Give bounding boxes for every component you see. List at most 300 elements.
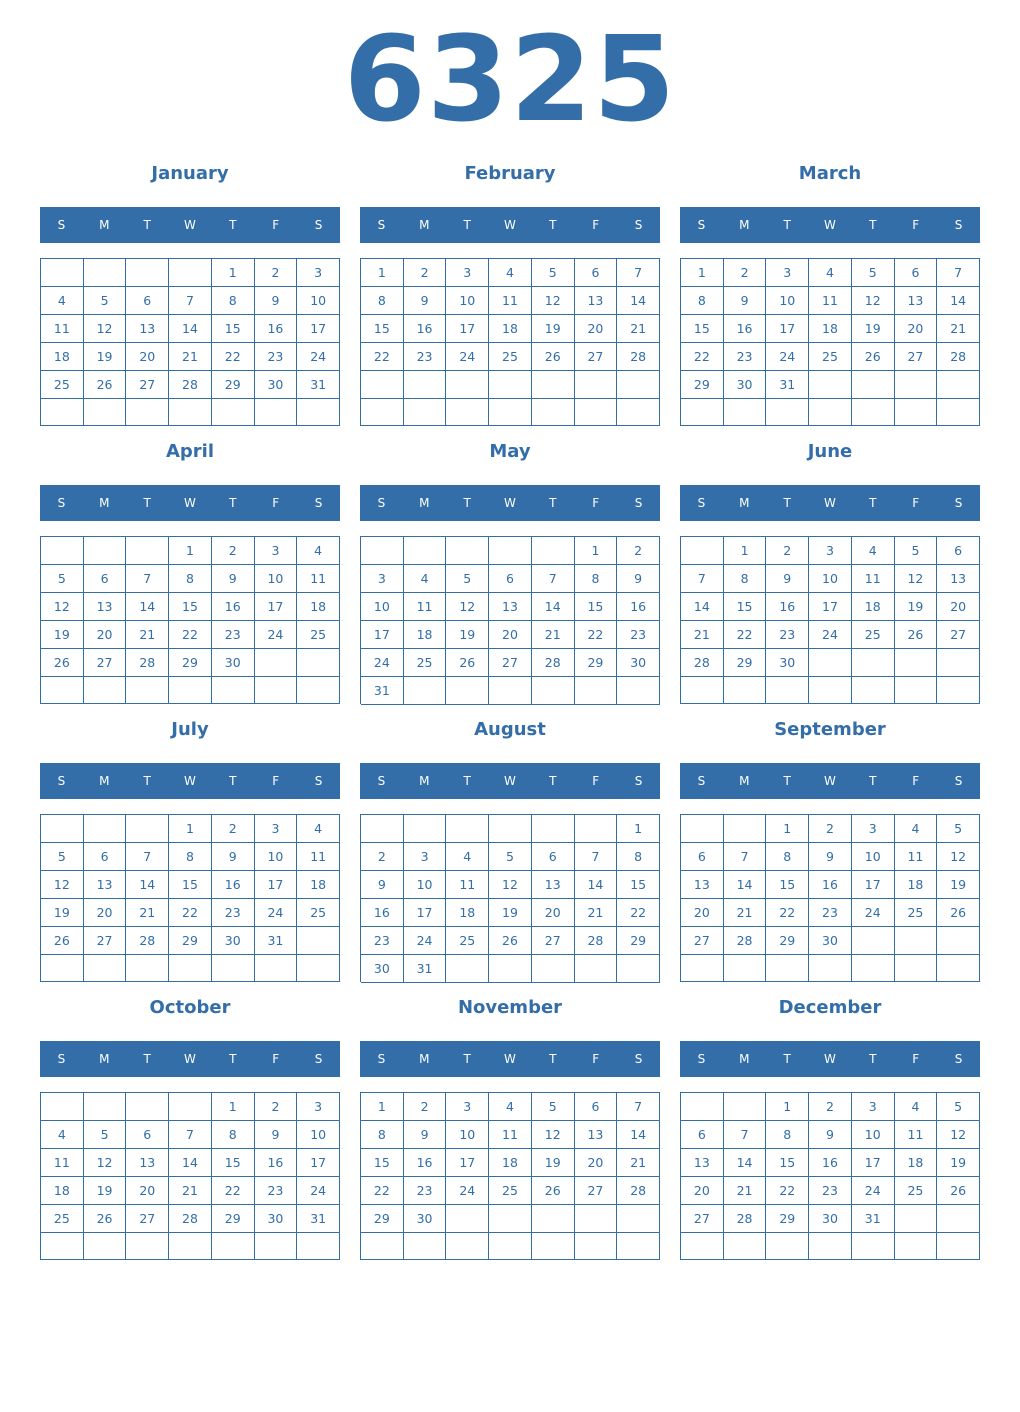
day-cell: 30 bbox=[404, 1205, 447, 1233]
day-cell: 16 bbox=[255, 1149, 298, 1177]
empty-cell bbox=[255, 677, 298, 704]
day-cell: 12 bbox=[937, 1121, 980, 1149]
day-cell: 5 bbox=[937, 1093, 980, 1121]
weekday-label: S bbox=[314, 774, 323, 788]
day-cell: 14 bbox=[169, 1149, 212, 1177]
day-cell: 4 bbox=[489, 1093, 532, 1121]
day-grid bbox=[680, 258, 980, 426]
day-cell: 15 bbox=[766, 1149, 809, 1177]
day-cell: 19 bbox=[489, 899, 532, 927]
empty-cell bbox=[41, 537, 84, 565]
day-cell: 22 bbox=[681, 343, 724, 371]
empty-cell bbox=[255, 399, 298, 426]
day-cell: 8 bbox=[724, 565, 767, 593]
day-cell: 16 bbox=[361, 899, 404, 927]
month-name: August bbox=[474, 719, 546, 740]
empty-cell bbox=[575, 815, 618, 843]
empty-cell bbox=[212, 955, 255, 982]
empty-cell bbox=[895, 677, 938, 704]
weekday-label: S bbox=[634, 496, 643, 510]
day-cell: 1 bbox=[766, 1093, 809, 1121]
empty-cell bbox=[126, 677, 169, 704]
weekday-label: T bbox=[463, 774, 471, 788]
weekday-label: M bbox=[419, 1052, 430, 1066]
empty-cell bbox=[84, 1233, 127, 1260]
day-cell: 14 bbox=[617, 1121, 660, 1149]
day-cell: 4 bbox=[895, 815, 938, 843]
day-cell: 5 bbox=[41, 843, 84, 871]
empty-cell bbox=[84, 537, 127, 565]
day-cell: 4 bbox=[41, 1121, 84, 1149]
weekday-label: F bbox=[272, 1052, 280, 1066]
empty-cell bbox=[809, 371, 852, 399]
weekday-label: F bbox=[272, 218, 280, 232]
empty-cell bbox=[766, 677, 809, 704]
day-cell: 7 bbox=[532, 565, 575, 593]
empty-cell bbox=[766, 1233, 809, 1260]
day-cell: 31 bbox=[297, 371, 340, 399]
day-cell: 9 bbox=[361, 871, 404, 899]
day-cell: 30 bbox=[255, 371, 298, 399]
weekday-header bbox=[40, 763, 340, 799]
day-cell: 14 bbox=[937, 287, 980, 315]
day-cell: 12 bbox=[852, 287, 895, 315]
day-cell: 10 bbox=[255, 565, 298, 593]
day-cell: 6 bbox=[84, 565, 127, 593]
day-cell: 27 bbox=[84, 927, 127, 955]
day-grid bbox=[360, 536, 660, 704]
weekday-label: W bbox=[824, 1052, 836, 1066]
day-cell: 9 bbox=[617, 565, 660, 593]
day-cell: 26 bbox=[852, 343, 895, 371]
day-cell: 18 bbox=[297, 593, 340, 621]
weekday-label: S bbox=[57, 496, 66, 510]
month-june bbox=[680, 434, 980, 704]
empty-cell bbox=[361, 815, 404, 843]
day-cell: 16 bbox=[404, 315, 447, 343]
weekday-label: T bbox=[143, 1052, 151, 1066]
empty-cell bbox=[84, 1093, 127, 1121]
empty-cell bbox=[297, 927, 340, 955]
day-cell: 18 bbox=[895, 871, 938, 899]
weekday-label: M bbox=[419, 774, 430, 788]
day-grid bbox=[40, 536, 340, 704]
day-cell: 14 bbox=[169, 315, 212, 343]
day-cell: 23 bbox=[809, 1177, 852, 1205]
empty-cell bbox=[489, 815, 532, 843]
weekday-label: W bbox=[504, 1052, 516, 1066]
day-cell: 9 bbox=[212, 843, 255, 871]
day-cell: 17 bbox=[255, 871, 298, 899]
weekday-label: S bbox=[57, 1052, 66, 1066]
day-cell: 28 bbox=[575, 927, 618, 955]
day-cell: 17 bbox=[852, 1149, 895, 1177]
weekday-label: M bbox=[739, 496, 750, 510]
day-cell: 12 bbox=[84, 315, 127, 343]
weekday-header bbox=[40, 207, 340, 243]
day-cell: 16 bbox=[255, 315, 298, 343]
empty-cell bbox=[404, 399, 447, 427]
weekday-header bbox=[360, 763, 660, 799]
day-cell: 23 bbox=[724, 343, 767, 371]
weekday-label: S bbox=[57, 218, 66, 232]
day-cell: 27 bbox=[681, 1205, 724, 1233]
day-cell: 20 bbox=[681, 899, 724, 927]
weekday-label: W bbox=[184, 218, 196, 232]
day-cell: 15 bbox=[617, 871, 660, 899]
weekday-label: S bbox=[377, 218, 386, 232]
empty-cell bbox=[895, 649, 938, 677]
day-cell: 19 bbox=[84, 343, 127, 371]
empty-cell bbox=[852, 1233, 895, 1260]
day-cell: 25 bbox=[297, 899, 340, 927]
day-cell: 19 bbox=[852, 315, 895, 343]
day-cell: 28 bbox=[126, 649, 169, 677]
day-cell: 15 bbox=[575, 593, 618, 621]
day-cell: 30 bbox=[766, 649, 809, 677]
day-cell: 16 bbox=[766, 593, 809, 621]
empty-cell bbox=[41, 259, 84, 287]
day-cell: 20 bbox=[532, 899, 575, 927]
weekday-label: T bbox=[143, 496, 151, 510]
day-cell: 9 bbox=[212, 565, 255, 593]
weekday-label: M bbox=[99, 496, 110, 510]
day-cell: 27 bbox=[126, 371, 169, 399]
day-cell: 14 bbox=[724, 871, 767, 899]
empty-cell bbox=[446, 1205, 489, 1233]
empty-cell bbox=[852, 371, 895, 399]
empty-cell bbox=[169, 1093, 212, 1121]
day-cell: 8 bbox=[766, 843, 809, 871]
month-name: June bbox=[807, 441, 853, 462]
day-cell: 29 bbox=[575, 649, 618, 677]
day-cell: 25 bbox=[852, 621, 895, 649]
day-cell: 13 bbox=[895, 287, 938, 315]
weekday-label: F bbox=[592, 1052, 600, 1066]
empty-cell bbox=[937, 371, 980, 399]
empty-cell bbox=[724, 677, 767, 704]
weekday-label: W bbox=[504, 496, 516, 510]
day-cell: 24 bbox=[404, 927, 447, 955]
empty-cell bbox=[532, 371, 575, 399]
day-cell: 18 bbox=[852, 593, 895, 621]
day-cell: 30 bbox=[212, 649, 255, 677]
empty-cell bbox=[895, 1205, 938, 1233]
weekday-label: F bbox=[272, 496, 280, 510]
empty-cell bbox=[126, 1233, 169, 1260]
weekday-label: M bbox=[99, 1052, 110, 1066]
empty-cell bbox=[255, 649, 298, 677]
day-cell: 1 bbox=[724, 537, 767, 565]
day-cell: 9 bbox=[404, 287, 447, 315]
empty-cell bbox=[809, 955, 852, 982]
day-cell: 30 bbox=[617, 649, 660, 677]
day-cell: 8 bbox=[212, 287, 255, 315]
day-cell: 5 bbox=[532, 1093, 575, 1121]
weekday-label: T bbox=[229, 496, 237, 510]
empty-cell bbox=[532, 399, 575, 427]
empty-cell bbox=[41, 955, 84, 982]
day-cell: 8 bbox=[361, 287, 404, 315]
day-cell: 5 bbox=[937, 815, 980, 843]
empty-cell bbox=[297, 399, 340, 426]
month-name: July bbox=[171, 719, 209, 740]
month-name: April bbox=[165, 441, 215, 462]
day-cell: 11 bbox=[809, 287, 852, 315]
weekday-label: T bbox=[463, 218, 471, 232]
day-cell: 12 bbox=[84, 1149, 127, 1177]
empty-cell bbox=[404, 815, 447, 843]
day-cell: 6 bbox=[895, 259, 938, 287]
day-cell: 28 bbox=[617, 343, 660, 371]
empty-cell bbox=[404, 677, 447, 705]
day-cell: 4 bbox=[895, 1093, 938, 1121]
day-cell: 18 bbox=[41, 343, 84, 371]
day-cell: 8 bbox=[212, 1121, 255, 1149]
month-january bbox=[40, 156, 340, 426]
day-cell: 19 bbox=[937, 1149, 980, 1177]
day-cell: 17 bbox=[361, 621, 404, 649]
empty-cell bbox=[361, 1233, 404, 1260]
empty-cell bbox=[84, 399, 127, 426]
weekday-label: S bbox=[314, 218, 323, 232]
weekday-label: S bbox=[314, 1052, 323, 1066]
day-cell: 7 bbox=[126, 843, 169, 871]
day-cell: 11 bbox=[489, 1121, 532, 1149]
day-cell: 24 bbox=[255, 899, 298, 927]
day-cell: 6 bbox=[575, 259, 618, 287]
day-cell: 15 bbox=[169, 871, 212, 899]
day-cell: 25 bbox=[41, 371, 84, 399]
day-cell: 2 bbox=[809, 1093, 852, 1121]
day-cell: 13 bbox=[681, 871, 724, 899]
empty-cell bbox=[84, 677, 127, 704]
day-cell: 22 bbox=[766, 1177, 809, 1205]
weekday-label: F bbox=[912, 1052, 920, 1066]
day-cell: 7 bbox=[126, 565, 169, 593]
day-cell: 19 bbox=[895, 593, 938, 621]
month-name: December bbox=[778, 997, 882, 1018]
day-grid bbox=[360, 258, 660, 426]
day-cell: 10 bbox=[446, 1121, 489, 1149]
day-cell: 14 bbox=[724, 1149, 767, 1177]
empty-cell bbox=[724, 1093, 767, 1121]
day-cell: 26 bbox=[41, 649, 84, 677]
empty-cell bbox=[489, 677, 532, 705]
day-cell: 27 bbox=[84, 649, 127, 677]
day-cell: 17 bbox=[446, 1149, 489, 1177]
empty-cell bbox=[126, 537, 169, 565]
day-cell: 5 bbox=[852, 259, 895, 287]
day-cell: 23 bbox=[404, 1177, 447, 1205]
day-cell: 29 bbox=[681, 371, 724, 399]
day-cell: 13 bbox=[532, 871, 575, 899]
day-cell: 4 bbox=[809, 259, 852, 287]
day-cell: 10 bbox=[852, 843, 895, 871]
day-cell: 8 bbox=[169, 565, 212, 593]
day-cell: 25 bbox=[297, 621, 340, 649]
day-cell: 23 bbox=[404, 343, 447, 371]
day-cell: 24 bbox=[446, 343, 489, 371]
empty-cell bbox=[532, 815, 575, 843]
day-cell: 24 bbox=[766, 343, 809, 371]
day-cell: 28 bbox=[617, 1177, 660, 1205]
empty-cell bbox=[895, 371, 938, 399]
day-cell: 7 bbox=[937, 259, 980, 287]
day-cell: 28 bbox=[169, 371, 212, 399]
day-cell: 1 bbox=[212, 259, 255, 287]
day-cell: 28 bbox=[724, 927, 767, 955]
day-cell: 19 bbox=[41, 621, 84, 649]
empty-cell bbox=[532, 1205, 575, 1233]
day-cell: 21 bbox=[724, 899, 767, 927]
day-cell: 23 bbox=[255, 343, 298, 371]
day-cell: 12 bbox=[41, 593, 84, 621]
day-cell: 4 bbox=[297, 815, 340, 843]
day-cell: 23 bbox=[255, 1177, 298, 1205]
day-cell: 17 bbox=[852, 871, 895, 899]
weekday-header bbox=[360, 207, 660, 243]
month-november bbox=[360, 990, 660, 1260]
empty-cell bbox=[297, 649, 340, 677]
day-cell: 1 bbox=[681, 259, 724, 287]
day-cell: 27 bbox=[681, 927, 724, 955]
weekday-label: S bbox=[377, 774, 386, 788]
day-cell: 11 bbox=[404, 593, 447, 621]
day-cell: 20 bbox=[126, 343, 169, 371]
empty-cell bbox=[724, 399, 767, 426]
empty-cell bbox=[404, 1233, 447, 1260]
day-cell: 29 bbox=[212, 1205, 255, 1233]
day-cell: 11 bbox=[852, 565, 895, 593]
day-cell: 26 bbox=[41, 927, 84, 955]
empty-cell bbox=[297, 1233, 340, 1260]
empty-cell bbox=[297, 955, 340, 982]
day-cell: 15 bbox=[766, 871, 809, 899]
day-cell: 3 bbox=[446, 1093, 489, 1121]
day-cell: 1 bbox=[169, 815, 212, 843]
weekday-label: F bbox=[912, 218, 920, 232]
day-cell: 15 bbox=[361, 1149, 404, 1177]
day-cell: 8 bbox=[766, 1121, 809, 1149]
weekday-label: S bbox=[697, 496, 706, 510]
empty-cell bbox=[575, 677, 618, 705]
weekday-label: M bbox=[739, 218, 750, 232]
day-cell: 28 bbox=[724, 1205, 767, 1233]
empty-cell bbox=[852, 649, 895, 677]
day-cell: 11 bbox=[297, 565, 340, 593]
day-cell: 15 bbox=[681, 315, 724, 343]
day-cell: 12 bbox=[446, 593, 489, 621]
day-grid bbox=[360, 814, 660, 982]
day-cell: 6 bbox=[532, 843, 575, 871]
day-cell: 22 bbox=[361, 1177, 404, 1205]
day-cell: 16 bbox=[724, 315, 767, 343]
day-cell: 27 bbox=[937, 621, 980, 649]
empty-cell bbox=[681, 399, 724, 426]
empty-cell bbox=[895, 1233, 938, 1260]
day-cell: 2 bbox=[212, 815, 255, 843]
day-cell: 8 bbox=[681, 287, 724, 315]
empty-cell bbox=[681, 1233, 724, 1260]
weekday-label: W bbox=[184, 1052, 196, 1066]
day-cell: 30 bbox=[255, 1205, 298, 1233]
empty-cell bbox=[895, 927, 938, 955]
empty-cell bbox=[809, 399, 852, 426]
day-cell: 17 bbox=[297, 1149, 340, 1177]
empty-cell bbox=[489, 955, 532, 983]
empty-cell bbox=[169, 955, 212, 982]
day-cell: 7 bbox=[575, 843, 618, 871]
day-cell: 1 bbox=[361, 1093, 404, 1121]
day-grid bbox=[680, 814, 980, 982]
weekday-label: S bbox=[57, 774, 66, 788]
day-cell: 2 bbox=[404, 1093, 447, 1121]
weekday-header bbox=[40, 1041, 340, 1077]
day-cell: 24 bbox=[297, 1177, 340, 1205]
weekday-label: F bbox=[912, 496, 920, 510]
day-cell: 9 bbox=[724, 287, 767, 315]
day-grid bbox=[680, 536, 980, 704]
day-cell: 7 bbox=[681, 565, 724, 593]
weekday-label: S bbox=[954, 774, 963, 788]
day-cell: 4 bbox=[297, 537, 340, 565]
empty-cell bbox=[681, 537, 724, 565]
day-cell: 23 bbox=[617, 621, 660, 649]
day-cell: 16 bbox=[809, 871, 852, 899]
day-cell: 2 bbox=[809, 815, 852, 843]
weekday-label: T bbox=[143, 774, 151, 788]
day-cell: 3 bbox=[852, 1093, 895, 1121]
empty-cell bbox=[681, 1093, 724, 1121]
empty-cell bbox=[724, 955, 767, 982]
day-cell: 3 bbox=[361, 565, 404, 593]
weekday-label: S bbox=[377, 496, 386, 510]
month-name: November bbox=[457, 997, 563, 1018]
day-cell: 23 bbox=[212, 899, 255, 927]
day-cell: 19 bbox=[84, 1177, 127, 1205]
day-grid bbox=[40, 1092, 340, 1260]
weekday-label: W bbox=[824, 496, 836, 510]
day-cell: 1 bbox=[169, 537, 212, 565]
day-cell: 5 bbox=[489, 843, 532, 871]
weekday-label: T bbox=[783, 1052, 791, 1066]
day-cell: 18 bbox=[297, 871, 340, 899]
day-cell: 16 bbox=[212, 871, 255, 899]
empty-cell bbox=[575, 1205, 618, 1233]
empty-cell bbox=[937, 649, 980, 677]
day-cell: 20 bbox=[937, 593, 980, 621]
empty-cell bbox=[41, 1093, 84, 1121]
day-cell: 20 bbox=[895, 315, 938, 343]
day-cell: 30 bbox=[361, 955, 404, 983]
day-cell: 1 bbox=[212, 1093, 255, 1121]
day-cell: 19 bbox=[532, 315, 575, 343]
empty-cell bbox=[255, 955, 298, 982]
day-cell: 27 bbox=[489, 649, 532, 677]
weekday-label: S bbox=[314, 496, 323, 510]
weekday-label: S bbox=[634, 218, 643, 232]
weekday-label: T bbox=[229, 774, 237, 788]
empty-cell bbox=[446, 537, 489, 565]
day-cell: 20 bbox=[489, 621, 532, 649]
day-cell: 29 bbox=[724, 649, 767, 677]
day-cell: 26 bbox=[489, 927, 532, 955]
day-cell: 19 bbox=[41, 899, 84, 927]
day-grid bbox=[680, 1092, 980, 1260]
empty-cell bbox=[575, 399, 618, 427]
day-cell: 20 bbox=[575, 1149, 618, 1177]
